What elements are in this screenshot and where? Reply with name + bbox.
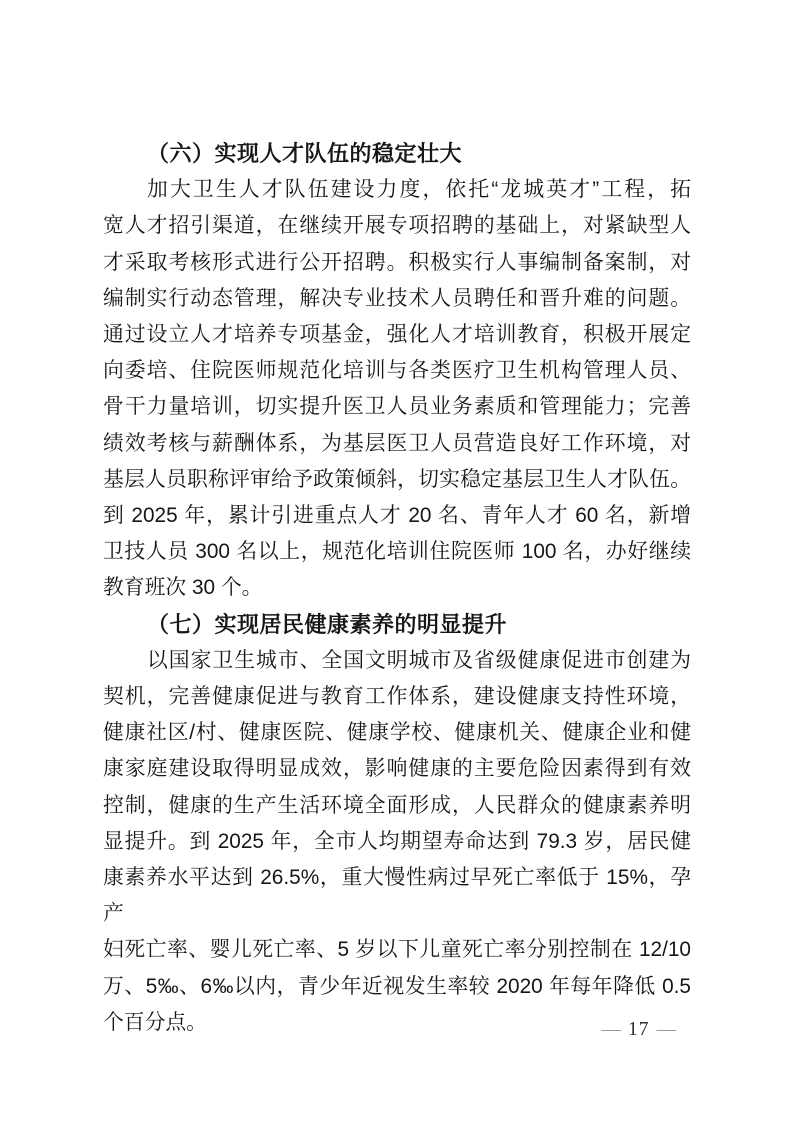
text-line: 健康社区/村、健康医院、健康学校、健康机关、健康企业和健 <box>103 721 691 745</box>
text-line: 个百分点。 <box>103 1010 207 1034</box>
text-line: 编制实行动态管理，解决专业技术人员聘任和晋升难的问题。 <box>103 286 691 310</box>
text-line: 卫技人员 300 名以上，规范化培训住院医师 100 名，办好继续 <box>103 540 691 564</box>
text-line: 康家庭建设取得明显成效，影响健康的主要危险因素得到有效 <box>103 757 691 781</box>
page-footer <box>595 1019 684 1041</box>
text-line: 宽人才招引渠道，在继续开展专项招聘的基础上，对紧缺型人 <box>103 214 691 238</box>
text-line: 康素养水平达到 26.5%，重大慢性病过早死亡率低于 15%，孕产 <box>103 866 691 926</box>
text-line: 妇死亡率、婴儿死亡率、5 岁以下儿童死亡率分别控制在 12/10 <box>103 938 691 962</box>
document-body <box>103 136 691 1041</box>
section-heading-6: （六）实现人才队伍的稳定壮大 <box>147 141 463 166</box>
section-heading-7: （七）实现居民健康素养的明显提升 <box>147 611 508 637</box>
footer-dash-right: — <box>656 1019 676 1040</box>
text-line: 骨干力量培训，切实提升医卫人员业务素质和管理能力；完善 <box>103 395 691 419</box>
text-line: 以国家卫生城市、全国文明城市及省级健康促进市创建为 <box>147 648 691 672</box>
text-line: 绩效考核与薪酬体系，为基层医卫人员营造良好工作环境，对 <box>103 431 691 455</box>
text-line: 向委培、住院医师规范化培训与各类医疗卫生机构管理人员、 <box>103 359 691 383</box>
text-line: 才采取考核形式进行公开招聘。积极实行人事编制备案制，对 <box>103 250 691 274</box>
text-line: 显提升。到 2025 年，全市人均期望寿命达到 79.3 岁，居民健 <box>103 829 691 853</box>
footer-dash-left: — <box>601 1019 621 1040</box>
text-line: 基层人员职称评审给予政策倾斜，切实稳定基层卫生人才队伍。 <box>103 467 691 491</box>
text-line: 契机，完善健康促进与教育工作体系，建设健康支持性环境， <box>103 685 691 709</box>
text-line: 通过设立人才培养专项基金，强化人才培训教育，积极开展定 <box>103 323 691 347</box>
text-line: 教育班次 30 个。 <box>103 576 263 600</box>
text-line: 到 2025 年，累计引进重点人才 20 名、青年人才 60 名，新增 <box>103 504 691 528</box>
text-line: 加大卫生人才队伍建设力度，依托“龙城英才”工程，拓 <box>147 178 691 202</box>
text-line: 控制，健康的生产生活环境全面形成，人民群众的健康素养明 <box>103 793 691 817</box>
page-number: 17 <box>628 1019 650 1040</box>
text-line: 万、5‰、6‰以内，青少年近视发生率较 2020 年每年降低 0.5 <box>103 974 691 998</box>
